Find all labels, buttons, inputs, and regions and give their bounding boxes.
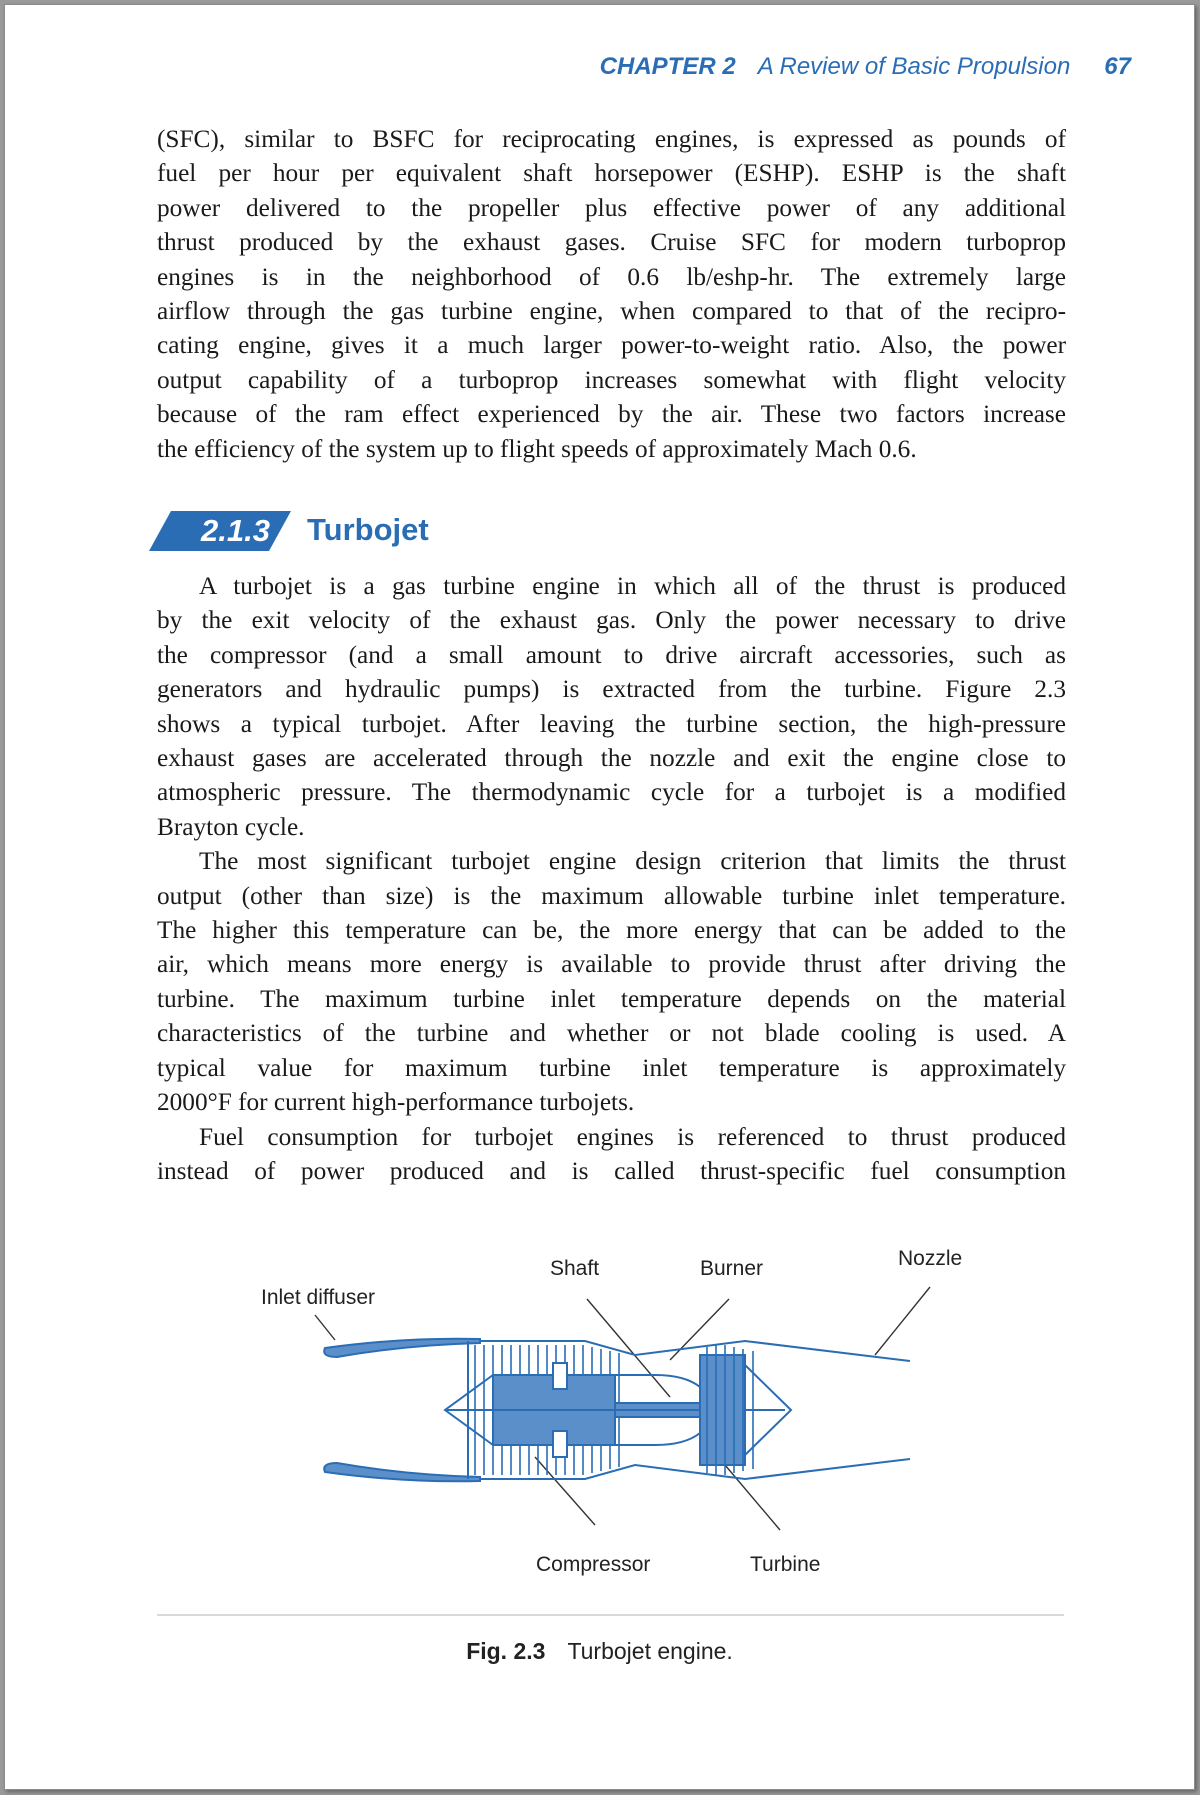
body-text-section [157, 569, 1066, 1188]
text-line: engines is in the neighborhood of 0.6 lb/eshp-hr. The extremely large [157, 262, 1066, 291]
text-line: thrust produced by the exhaust gases. Cruise SFC for modern turboprop [157, 228, 1066, 257]
text-line: shows a typical turbojet. After leaving the turbine section, the high-pressure [157, 709, 1066, 738]
text-line: because of the ram effect experienced by the air. These two factors increase [157, 400, 1066, 429]
compressor-bearing-top [553, 1363, 567, 1389]
text-line: airflow through the gas turbine engine, when compared to that of the recipro- [157, 297, 1066, 326]
label-turbine: Turbine [750, 1553, 821, 1576]
label-compressor: Compressor [536, 1553, 651, 1576]
text-line: instead of power produced and is called thrust-specific fuel consumption [157, 1156, 1066, 1185]
text-line: exhaust gases are accelerated through the nozzle and exit the engine close to [157, 744, 1066, 773]
caption-rule [157, 1614, 1064, 1616]
text-line: Brayton cycle. [157, 812, 305, 841]
text-line: cating engine, gives it a much larger power-to-weight ratio. Also, the power [157, 331, 1066, 360]
casing-top [480, 1341, 910, 1361]
turbojet-diagram [5, 1225, 1194, 1665]
text-line: characteristics of the turbine and whether or not blade cooling is used. A [157, 1019, 1066, 1048]
label-shaft: Shaft [550, 1257, 600, 1280]
leader-burner [670, 1299, 729, 1360]
figure-caption-text: Turbojet engine. [567, 1638, 733, 1664]
label-inlet-diffuser: Inlet diffuser [261, 1286, 376, 1309]
leader-inlet [315, 1315, 335, 1340]
text-line: The most significant turbojet engine design criterion that limits the thrust [199, 847, 1066, 876]
casing-bottom [480, 1459, 910, 1479]
text-line: atmospheric pressure. The thermodynamic cycle for a turbojet is a modified [157, 778, 1066, 807]
chapter-title: A Review of Basic Propulsion [757, 53, 1071, 80]
section-title: Turbojet [307, 512, 429, 547]
text-line: the efficiency of the system up to flight speeds of approximately Mach 0.6. [157, 434, 917, 463]
text-line: output capability of a turboprop increases somewhat with flight velocity [157, 365, 1066, 394]
figure-number: Fig. 2.3 [466, 1638, 546, 1664]
body-text-top [157, 122, 1066, 466]
figure-turbojet [5, 1225, 1194, 1665]
text-line: (SFC), similar to BSFC for reciprocating engines, is expressed as pounds of [157, 125, 1066, 153]
text-line: Fuel consumption for turbojet engines is referenced to thrust produced [199, 1122, 1066, 1151]
text-line: by the exit velocity of the exhaust gas. Only the power necessary to drive [157, 606, 1066, 635]
text-line: typical value for maximum turbine inlet temperature is approximately [157, 1053, 1066, 1082]
section-number: 2.1.3 [201, 513, 270, 548]
text-line: power delivered to the propeller plus effective power of any additional [157, 193, 1066, 222]
book-page [4, 4, 1195, 1790]
label-burner: Burner [700, 1257, 764, 1280]
chapter-label: CHAPTER 2 [599, 53, 736, 80]
page-number: 67 [1104, 53, 1131, 80]
text-line: the compressor (and a small amount to drive aircraft accessories, such as [157, 640, 1066, 669]
compressor-bearing-bottom [553, 1431, 567, 1457]
text-line: output (other than size) is the maximum allowable turbine inlet temperature. [157, 881, 1066, 910]
leader-turbine [725, 1465, 780, 1530]
figure-caption [5, 1638, 1194, 1665]
inlet-lip-bottom [324, 1463, 480, 1481]
inlet-lip-top [324, 1339, 480, 1357]
text-line: generators and hydraulic pumps) is extracted from the turbine. Figure 2.3 [157, 675, 1066, 704]
text-line: air, which means more energy is available to provide thrust after driving the [157, 950, 1066, 979]
label-nozzle: Nozzle [898, 1247, 963, 1270]
running-head [155, 53, 1131, 81]
text-line: 2000°F for current high-performance turbojets. [157, 1088, 635, 1117]
text-line: A turbojet is a gas turbine engine in which all of the thrust is produced [199, 572, 1066, 600]
text-line: The higher this temperature can be, the more energy that can be added to the [157, 916, 1066, 945]
text-line: fuel per hour per equivalent shaft horsepower (ESHP). ESHP is the shaft [157, 159, 1066, 188]
text-line: turbine. The maximum turbine inlet temperature depends on the material [157, 984, 1066, 1013]
leader-nozzle [875, 1287, 930, 1355]
